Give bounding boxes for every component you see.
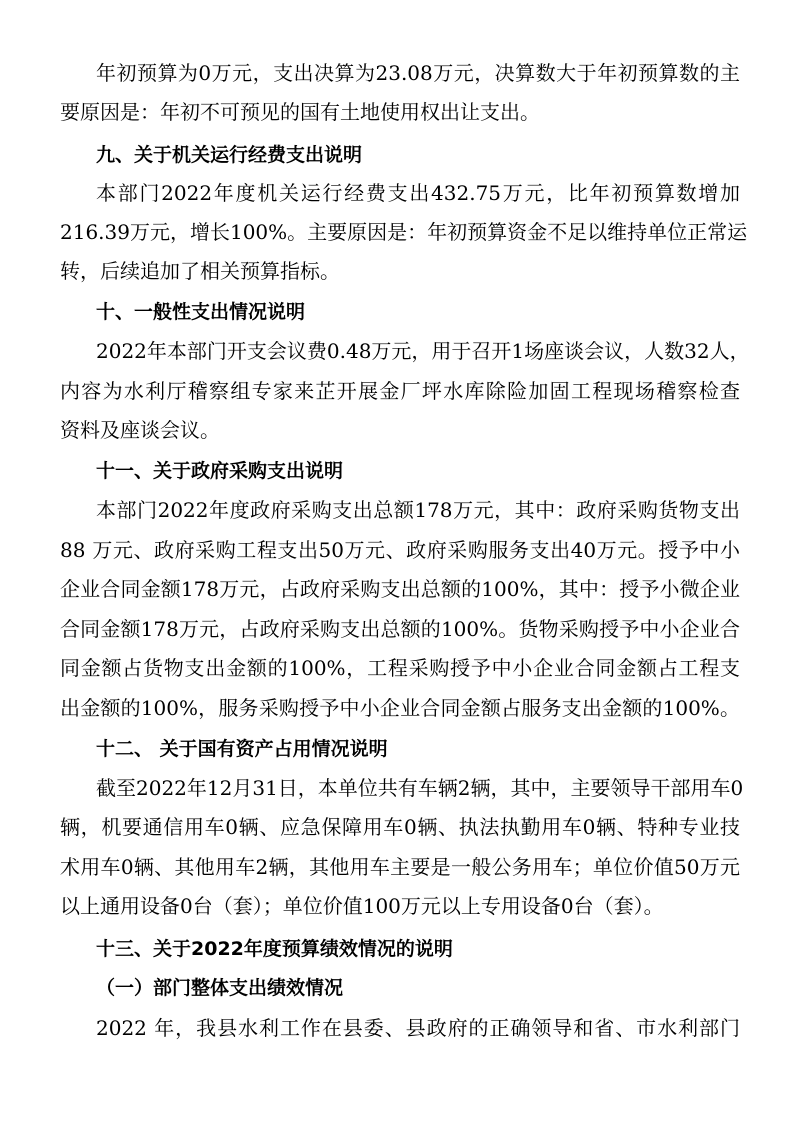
section-heading: 十、一般性支出情况说明 xyxy=(96,301,306,323)
paragraph-line: 企业合同金额178万元，占政府采购支出总额的100%，其中：授予小微企业 xyxy=(60,577,740,601)
paragraph-line: 2022 年，我县水利工作在县委、县政府的正确领导和省、市水利部门 xyxy=(96,1016,740,1040)
section-heading: 十二、 关于国有资产占用情况说明 xyxy=(96,738,388,760)
paragraph-line: 辆，机要通信用车0辆、应急保障用车0辆、执法执勤用车0辆、特种专业技 xyxy=(60,815,740,839)
paragraph-line: 合同金额178万元，占政府采购支出总额的100%。货物采购授予中小企业合 xyxy=(60,617,740,641)
section-heading: 十三、关于2022年度预算绩效情况的说明 xyxy=(96,938,453,960)
section-heading: 十一、关于政府采购支出说明 xyxy=(96,460,344,482)
paragraph-line: 转，后续追加了相关预算指标。 xyxy=(60,259,340,283)
paragraph-line: 要原因是：年初不可预见的国有土地使用权出让支出。 xyxy=(60,100,540,124)
paragraph-line: 2022年本部门开支会议费0.48万元，用于召开1场座谈会议，人数32人， xyxy=(96,339,750,363)
paragraph-line: 216.39万元，增长100%。主要原因是：年初预算资金不足以维持单位正常运 xyxy=(60,220,748,244)
paragraph-line: 本部门2022年度机关运行经费支出432.75万元，比年初预算数增加 xyxy=(96,181,740,205)
paragraph-line: 出金额的100%，服务采购授予中小企业合同金额占服务支出金额的100%。 xyxy=(60,696,740,720)
paragraph-line: 以上通用设备0台（套）；单位价值100万元以上专用设备0台（套）。 xyxy=(60,894,664,918)
subsection-heading: （一）部门整体支出绩效情况 xyxy=(96,977,344,999)
paragraph-line: 年初预算为0万元，支出决算为23.08万元，决算数大于年初预算数的主 xyxy=(96,61,740,85)
paragraph-line: 本部门2022年度政府采购支出总额178万元，其中：政府采购货物支出 xyxy=(96,498,740,522)
paragraph-line: 资料及座谈会议。 xyxy=(60,418,220,442)
paragraph-line: 截至2022年12月31日，本单位共有车辆2辆，其中，主要领导干部用车0 xyxy=(96,776,744,800)
paragraph-line: 同金额占货物支出金额的100%，工程采购授予中小企业合同金额占工程支 xyxy=(60,656,740,680)
paragraph-line: 88 万元、政府采购工程支出50万元、政府采购服务支出40万元。授予中小 xyxy=(60,538,740,562)
section-heading: 九、关于机关运行经费支出说明 xyxy=(96,144,363,166)
paragraph-line: 内容为水利厅稽察组专家来芷开展金厂坪水库除险加固工程现场稽察检查 xyxy=(60,379,740,403)
paragraph-line: 术用车0辆、其他用车2辆，其他用车主要是一般公务用车；单位价值50万元 xyxy=(60,855,740,879)
